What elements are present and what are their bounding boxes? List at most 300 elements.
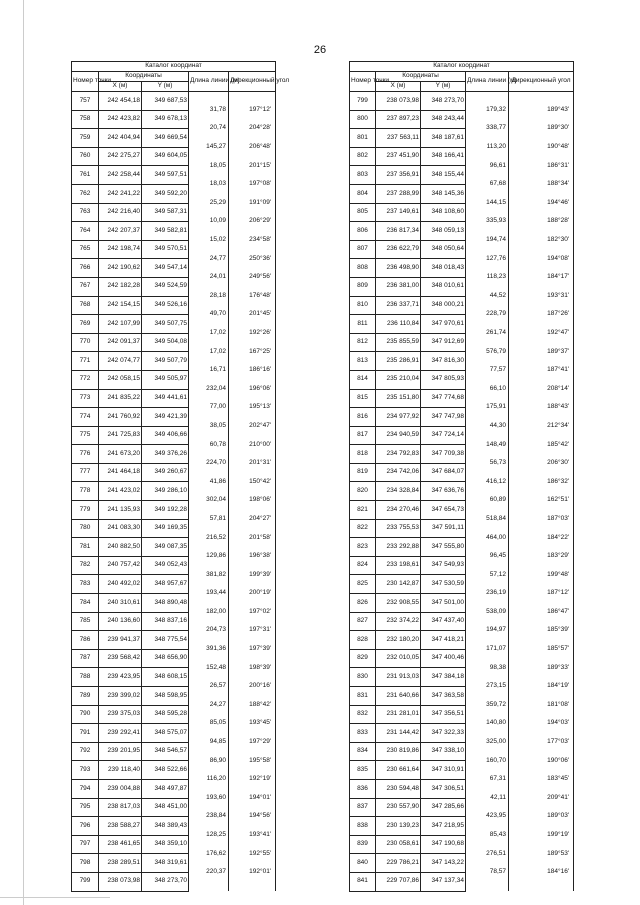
x-coordinate-cell: 231 281,01 [376,705,421,724]
direction-angle-cell: 184°19' [509,677,574,696]
header-point-number: Номер точки [72,72,99,92]
point-number-cell: 841 [350,872,376,891]
line-length-cell: 224,70 [189,454,229,473]
line-length-cell: 129,86 [189,547,229,566]
y-coordinate-cell: 348 522,66 [142,761,189,780]
line-length-cell: 41,86 [189,473,229,492]
coordinate-catalog-table-left [71,61,290,892]
line-length-cell: 175,91 [466,398,509,417]
line-length-cell: 464,00 [466,528,509,547]
y-coordinate-cell: 349 406,66 [142,426,189,445]
direction-angle-cell: 188°42' [229,696,276,715]
line-length-cell: 335,93 [466,212,509,231]
direction-angle-cell: 197°29' [229,733,276,752]
y-coordinate-cell: 349 286,10 [142,482,189,501]
direction-angle-cell: 210°00' [229,435,276,454]
x-coordinate-cell: 241 423,02 [99,482,142,501]
direction-angle-cell: 190°48' [509,138,574,157]
y-coordinate-cell: 349 547,14 [142,259,189,278]
x-coordinate-cell: 229 786,21 [376,854,421,873]
direction-angle-cell: 200°16' [229,677,276,696]
angle-spacer [509,92,574,101]
point-number-cell: 802 [350,147,376,166]
x-coordinate-cell: 241 725,83 [99,426,142,445]
direction-angle-cell: 204°28' [229,119,276,138]
direction-angle-cell: 184°17' [509,268,574,287]
x-coordinate-cell: 242 154,15 [99,296,142,315]
point-number-cell: 783 [72,575,99,594]
x-coordinate-cell: 229 707,86 [376,872,421,891]
point-number-cell: 809 [350,277,376,296]
direction-angle-cell: 206°48' [229,138,276,157]
direction-angle-cell: 181°08' [509,696,574,715]
x-coordinate-cell: 232 010,05 [376,649,421,668]
y-coordinate-cell: 349 192,28 [142,501,189,520]
direction-angle-cell: 186°47' [509,603,574,622]
direction-angle-cell: 189°33' [509,659,574,678]
line-length-cell: 238,84 [189,807,229,826]
direction-angle-cell: 176°48' [229,287,276,306]
line-length-cell: 228,79 [466,305,509,324]
point-number-cell: 785 [72,612,99,631]
x-coordinate-cell: 236 498,90 [376,259,421,278]
direction-angle-cell: 202°47' [229,417,276,436]
point-number-cell: 763 [72,203,99,222]
line-length-cell: 15,02 [189,231,229,250]
header-line-length: Длина линии (м) [189,72,229,92]
x-coordinate-cell: 242 275,27 [99,147,142,166]
y-coordinate-cell: 349 587,31 [142,203,189,222]
direction-angle-cell: 234°58' [229,231,276,250]
y-coordinate-cell: 348 243,44 [421,110,466,129]
coordinate-catalog-table-right [349,61,574,892]
direction-angle-cell: 192°19' [229,770,276,789]
direction-angle-cell: 194°03' [509,714,574,733]
y-coordinate-cell: 349 570,51 [142,240,189,259]
line-length-cell: 77,00 [189,398,229,417]
direction-angle-cell: 200°19' [229,584,276,603]
line-length-cell: 193,60 [189,789,229,808]
y-coordinate-cell: 348 050,64 [421,240,466,259]
point-number-cell: 826 [350,594,376,613]
y-coordinate-cell: 347 384,18 [421,668,466,687]
x-coordinate-cell: 238 073,98 [99,872,142,891]
direction-angle-cell: 183°45' [509,770,574,789]
direction-angle-cell: 185°42' [509,435,574,454]
x-coordinate-cell: 240 310,61 [99,594,142,613]
x-coordinate-cell: 233 755,53 [376,519,421,538]
direction-angle-cell: 250°36' [229,250,276,269]
y-coordinate-cell: 348 546,57 [142,742,189,761]
y-coordinate-cell: 348 656,90 [142,649,189,668]
direction-angle-cell: 206°29' [229,212,276,231]
x-coordinate-cell: 234 742,06 [376,463,421,482]
point-number-cell: 790 [72,705,99,724]
line-length-cell: 381,82 [189,566,229,585]
line-length-cell: 338,77 [466,119,509,138]
direction-angle-cell: 184°16' [509,863,574,882]
point-number-cell: 772 [72,370,99,389]
y-coordinate-cell: 347 338,10 [421,742,466,761]
point-number-cell: 792 [72,742,99,761]
direction-angle-cell: 199°48' [509,566,574,585]
point-number-cell: 813 [350,352,376,371]
direction-angle-cell: 189°03' [509,807,574,826]
x-coordinate-cell: 241 464,18 [99,463,142,482]
direction-angle-cell: 199°39' [229,566,276,585]
direction-angle-cell: 191°09' [229,194,276,213]
x-coordinate-cell: 238 073,98 [376,92,421,111]
table-body [350,92,574,892]
x-coordinate-cell: 242 182,28 [99,277,142,296]
point-number-cell: 833 [350,724,376,743]
line-length-cell: 236,19 [466,584,509,603]
x-coordinate-cell: 230 058,61 [376,835,421,854]
direction-angle-cell: 201°58' [229,528,276,547]
line-length-cell: 17,02 [189,324,229,343]
x-coordinate-cell: 234 270,46 [376,501,421,520]
x-coordinate-cell: 237 288,99 [376,184,421,203]
point-number-cell: 800 [350,110,376,129]
y-coordinate-cell: 348 890,48 [142,594,189,613]
line-length-cell: 66,10 [466,380,509,399]
x-coordinate-cell: 235 286,91 [376,352,421,371]
x-coordinate-cell: 240 757,42 [99,556,142,575]
y-coordinate-cell: 349 087,35 [142,538,189,557]
point-number-cell: 764 [72,222,99,241]
point-number-cell: 766 [72,259,99,278]
line-length-cell: 176,62 [189,845,229,864]
x-coordinate-cell: 239 201,95 [99,742,142,761]
line-length-cell: 26,57 [189,677,229,696]
line-length-cell: 416,12 [466,473,509,492]
direction-angle-cell: 182°30' [509,231,574,250]
direction-angle-cell: 197°12' [229,101,276,120]
y-coordinate-cell: 349 582,81 [142,222,189,241]
line-length-cell: 77,57 [466,361,509,380]
y-coordinate-cell: 347 306,51 [421,779,466,798]
line-length-cell: 86,90 [189,752,229,771]
line-length-cell: 94,85 [189,733,229,752]
point-number-cell: 818 [350,445,376,464]
line-length-cell: 302,04 [189,491,229,510]
y-coordinate-cell: 347 363,58 [421,687,466,706]
x-coordinate-cell: 236 817,34 [376,222,421,241]
point-number-cell: 811 [350,315,376,334]
y-coordinate-cell: 348 273,70 [421,92,466,111]
direction-angle-cell: 212°34' [509,417,574,436]
line-length-cell: 49,70 [189,305,229,324]
line-length-cell: 140,80 [466,714,509,733]
direction-angle-cell: 193°41' [229,826,276,845]
direction-angle-cell: 209°41' [509,789,574,808]
y-coordinate-cell: 349 169,35 [142,519,189,538]
y-coordinate-cell: 347 356,51 [421,705,466,724]
x-coordinate-cell: 242 190,62 [99,259,142,278]
y-coordinate-cell: 348 273,70 [142,872,189,891]
point-number-cell: 834 [350,742,376,761]
point-number-cell: 778 [72,482,99,501]
angle-spacer [509,882,574,891]
y-coordinate-cell: 349 526,16 [142,296,189,315]
direction-angle-cell: 195°58' [229,752,276,771]
y-coordinate-cell: 347 322,33 [421,724,466,743]
point-number-cell: 759 [72,129,99,148]
y-coordinate-cell: 347 190,68 [421,835,466,854]
point-number-cell: 838 [350,817,376,836]
line-length-cell: 144,15 [466,194,509,213]
direction-angle-cell: 208°14' [509,380,574,399]
y-coordinate-cell: 348 145,36 [421,184,466,203]
point-number-cell: 771 [72,352,99,371]
line-length-cell: 261,74 [466,324,509,343]
y-coordinate-cell: 348 187,61 [421,129,466,148]
length-spacer [466,882,509,891]
line-length-cell: 85,43 [466,826,509,845]
y-coordinate-cell: 348 108,60 [421,203,466,222]
point-number-cell: 760 [72,147,99,166]
direction-angle-cell: 193°45' [229,714,276,733]
direction-angle-cell: 197°02' [229,603,276,622]
line-length-cell: 24,27 [189,696,229,715]
direction-angle-cell: 186°16' [229,361,276,380]
x-coordinate-cell: 240 136,60 [99,612,142,631]
x-coordinate-cell: 230 557,90 [376,798,421,817]
y-coordinate-cell: 348 359,10 [142,835,189,854]
y-coordinate-cell: 349 441,61 [142,389,189,408]
direction-angle-cell: 189°30' [509,119,574,138]
x-coordinate-cell: 242 423,82 [99,110,142,129]
line-length-cell: 16,71 [189,361,229,380]
y-coordinate-cell: 348 155,44 [421,166,466,185]
direction-angle-cell: 206°30' [509,454,574,473]
line-length-cell: 20,74 [189,119,229,138]
x-coordinate-cell: 236 110,84 [376,315,421,334]
point-number-cell: 832 [350,705,376,724]
point-number-cell: 770 [72,333,99,352]
y-coordinate-cell: 347 747,98 [421,408,466,427]
y-coordinate-cell: 348 389,43 [142,817,189,836]
point-number-cell: 758 [72,110,99,129]
y-coordinate-cell: 349 604,05 [142,147,189,166]
direction-angle-cell: 192°26' [229,324,276,343]
x-coordinate-cell: 242 198,74 [99,240,142,259]
y-coordinate-cell: 348 608,15 [142,668,189,687]
line-length-cell: 179,32 [466,101,509,120]
point-number-cell: 821 [350,501,376,520]
header-y: Y (м) [421,82,466,92]
y-coordinate-cell: 349 507,75 [142,315,189,334]
point-number-cell: 773 [72,389,99,408]
header-coordinates: Координаты [376,72,466,82]
line-length-cell: 232,04 [189,380,229,399]
direction-angle-cell: 199°19' [509,826,574,845]
point-number-cell: 803 [350,166,376,185]
y-coordinate-cell: 349 052,43 [142,556,189,575]
direction-angle-cell: 187°03' [509,510,574,529]
point-number-cell: 824 [350,556,376,575]
x-coordinate-cell: 231 913,03 [376,668,421,687]
x-coordinate-cell: 241 083,30 [99,519,142,538]
point-number-cell: 799 [350,92,376,111]
line-length-cell: 31,78 [189,101,229,120]
line-length-cell: 44,52 [466,287,509,306]
y-coordinate-cell: 347 709,38 [421,445,466,464]
direction-angle-cell: 185°57' [509,640,574,659]
line-length-cell: 17,02 [189,343,229,362]
y-coordinate-cell: 347 591,11 [421,519,466,538]
point-number-cell: 794 [72,779,99,798]
x-coordinate-cell: 232 908,55 [376,594,421,613]
x-coordinate-cell: 238 817,03 [99,798,142,817]
point-number-cell: 798 [72,854,99,873]
line-length-cell: 538,09 [466,603,509,622]
x-coordinate-cell: 235 210,04 [376,370,421,389]
y-coordinate-cell: 347 143,22 [421,854,466,873]
line-length-cell: 67,31 [466,770,509,789]
y-coordinate-cell: 349 592,20 [142,184,189,203]
x-coordinate-cell: 234 792,83 [376,445,421,464]
point-number-cell: 828 [350,631,376,650]
point-number-cell: 820 [350,482,376,501]
line-length-cell: 96,45 [466,547,509,566]
x-coordinate-cell: 239 375,03 [99,705,142,724]
direction-angle-cell: 189°43' [509,101,574,120]
direction-angle-cell: 197°31' [229,621,276,640]
x-coordinate-cell: 235 151,80 [376,389,421,408]
point-number-cell: 804 [350,184,376,203]
direction-angle-cell: 187°26' [509,305,574,324]
x-coordinate-cell: 242 404,94 [99,129,142,148]
point-number-cell: 837 [350,798,376,817]
point-number-cell: 819 [350,463,376,482]
direction-angle-cell: 201°15' [229,157,276,176]
line-length-cell: 57,12 [466,566,509,585]
line-length-cell: 145,27 [189,138,229,157]
direction-angle-cell: 187°41' [509,361,574,380]
y-coordinate-cell: 347 684,07 [421,463,466,482]
x-coordinate-cell: 238 461,65 [99,835,142,854]
direction-angle-cell: 189°37' [509,343,574,362]
line-length-cell: 118,23 [466,268,509,287]
point-number-cell: 789 [72,687,99,706]
point-number-cell: 825 [350,575,376,594]
line-length-cell: 18,05 [189,157,229,176]
line-length-cell: 96,61 [466,157,509,176]
header-line-length: Длина линии (м) [466,72,509,92]
direction-angle-cell: 249°56' [229,268,276,287]
y-coordinate-cell: 348 595,28 [142,705,189,724]
y-coordinate-cell: 349 524,59 [142,277,189,296]
y-coordinate-cell: 347 912,69 [421,333,466,352]
line-length-cell: 391,36 [189,640,229,659]
header-direction-angle: Дирекционный угол [229,72,276,92]
point-number-cell: 827 [350,612,376,631]
point-number-cell: 822 [350,519,376,538]
direction-angle-cell: 187°12' [509,584,574,603]
y-coordinate-cell: 347 310,91 [421,761,466,780]
y-coordinate-cell: 347 724,14 [421,426,466,445]
point-number-cell: 788 [72,668,99,687]
direction-angle-cell: 167°25' [229,343,276,362]
point-number-cell: 815 [350,389,376,408]
y-coordinate-cell: 348 575,07 [142,724,189,743]
x-coordinate-cell: 230 142,87 [376,575,421,594]
x-coordinate-cell: 236 381,00 [376,277,421,296]
y-coordinate-cell: 348 837,16 [142,612,189,631]
line-length-cell: 276,51 [466,845,509,864]
y-coordinate-cell: 349 504,08 [142,333,189,352]
direction-angle-cell: 204°27' [229,510,276,529]
point-number-cell: 814 [350,370,376,389]
line-length-cell: 128,25 [189,826,229,845]
direction-angle-cell: 192°47' [509,324,574,343]
y-coordinate-cell: 347 400,46 [421,649,466,668]
y-coordinate-cell: 347 530,59 [421,575,466,594]
line-length-cell: 204,73 [189,621,229,640]
header-direction-angle: Дирекционный угол [509,72,574,92]
point-number-cell: 757 [72,92,99,111]
point-number-cell: 808 [350,259,376,278]
point-number-cell: 796 [72,817,99,836]
direction-angle-cell: 183°29' [509,547,574,566]
line-length-cell: 85,05 [189,714,229,733]
x-coordinate-cell: 238 289,51 [99,854,142,873]
point-number-cell: 776 [72,445,99,464]
line-length-cell: 38,05 [189,417,229,436]
header-coordinates: Координаты [99,72,189,82]
x-coordinate-cell: 239 568,42 [99,649,142,668]
point-number-cell: 768 [72,296,99,315]
x-coordinate-cell: 239 399,02 [99,687,142,706]
y-coordinate-cell: 348 059,13 [421,222,466,241]
direction-angle-cell: 186°31' [509,157,574,176]
y-coordinate-cell: 347 654,73 [421,501,466,520]
header-point-number: Номер точки [350,72,376,92]
direction-angle-cell: 193°31' [509,287,574,306]
angle-spacer [229,882,276,891]
direction-angle-cell: 162°51' [509,491,574,510]
x-coordinate-cell: 235 855,59 [376,333,421,352]
line-length-cell: 216,52 [189,528,229,547]
y-coordinate-cell: 348 166,41 [421,147,466,166]
point-number-cell: 840 [350,854,376,873]
point-number-cell: 810 [350,296,376,315]
x-coordinate-cell: 241 835,22 [99,389,142,408]
point-number-cell: 797 [72,835,99,854]
x-coordinate-cell: 242 241,22 [99,184,142,203]
point-number-cell: 806 [350,222,376,241]
point-number-cell: 777 [72,463,99,482]
line-length-cell: 42,11 [466,789,509,808]
table-body [72,92,276,892]
point-number-cell: 807 [350,240,376,259]
point-number-cell: 774 [72,408,99,427]
point-number-cell: 835 [350,761,376,780]
x-coordinate-cell: 231 144,42 [376,724,421,743]
direction-angle-cell: 189°53' [509,845,574,864]
direction-angle-cell: 188°34' [509,175,574,194]
direction-angle-cell: 192°55' [229,845,276,864]
x-coordinate-cell: 240 492,02 [99,575,142,594]
x-coordinate-cell: 242 258,44 [99,166,142,185]
line-length-cell: 24,01 [189,268,229,287]
y-coordinate-cell: 347 137,34 [421,872,466,891]
direction-angle-cell: 184°22' [509,528,574,547]
direction-angle-cell: 186°32' [509,473,574,492]
page-number: 26 [313,44,327,56]
direction-angle-cell: 196°38' [229,547,276,566]
